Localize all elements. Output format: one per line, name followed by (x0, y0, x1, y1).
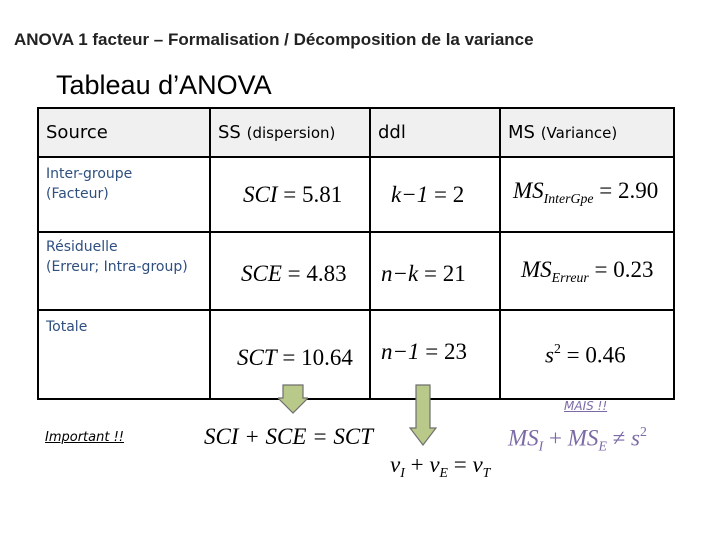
header-ss-note: (dispersion) (246, 124, 336, 142)
ss-formula: SCI = 5.81 (243, 182, 343, 207)
row-label: Inter-groupe (Facteur) (46, 166, 133, 203)
header-ss: SS (dispersion) (210, 108, 370, 157)
table-row (38, 310, 674, 399)
arrow-down-icon (278, 384, 308, 414)
row-label: Totale (46, 319, 88, 335)
ms-formula: $s^2 = 0.46$ (545, 341, 626, 368)
ms-formula: $MS_{Erreur} = 0.23$ (521, 257, 654, 285)
mais-note: MAIS !! (564, 399, 608, 413)
ddl-cell (370, 157, 500, 232)
ms-formula: $MS_{InterGpe} = 2.90$ (513, 178, 659, 206)
ddl-cell (370, 232, 500, 310)
ss-cell (210, 232, 370, 310)
row-label: Résiduelle (Erreur; Intra-group) (46, 239, 188, 276)
row-label-cell (38, 310, 210, 399)
ss-formula: SCE = 4.83 (241, 261, 347, 286)
anova-table (37, 107, 675, 400)
row-label-cell (38, 232, 210, 310)
ms-cell (500, 157, 674, 232)
table-row (38, 232, 674, 310)
important-note: Important !! (45, 430, 125, 445)
ddl-formula: k−1 = 2 (391, 182, 465, 207)
table-header-row (38, 108, 674, 157)
table-row (38, 157, 674, 232)
table-heading: Tableau d’ANOVA (56, 70, 272, 100)
row-label-cell (38, 157, 210, 232)
ddl-formula: n−k = 21 (381, 261, 466, 286)
ddl-formula: n−1 = 23 (381, 339, 468, 364)
header-source: Source (38, 108, 210, 157)
ss-cell (210, 157, 370, 232)
slide-title: ANOVA 1 facteur – Formalisation / Décomposition de la variance (14, 30, 534, 49)
header-ddl: ddl (370, 108, 500, 157)
ddl-decomposition-equation: $\nu_I + \nu_E = \nu_T$ (390, 452, 491, 480)
ms-cell (500, 310, 674, 399)
ms-non-additivity-equation: $MS_I + MS_E \ne s^2$ (508, 424, 647, 454)
ms-cell (500, 232, 674, 310)
ss-formula: SCT = 10.64 (237, 345, 353, 370)
header-ms: MS (Variance) (500, 108, 674, 157)
header-ms-note: (Variance) (540, 124, 618, 142)
ss-decomposition-equation: SCI + SCE = SCT (204, 424, 374, 449)
arrow-down-icon (409, 384, 437, 446)
